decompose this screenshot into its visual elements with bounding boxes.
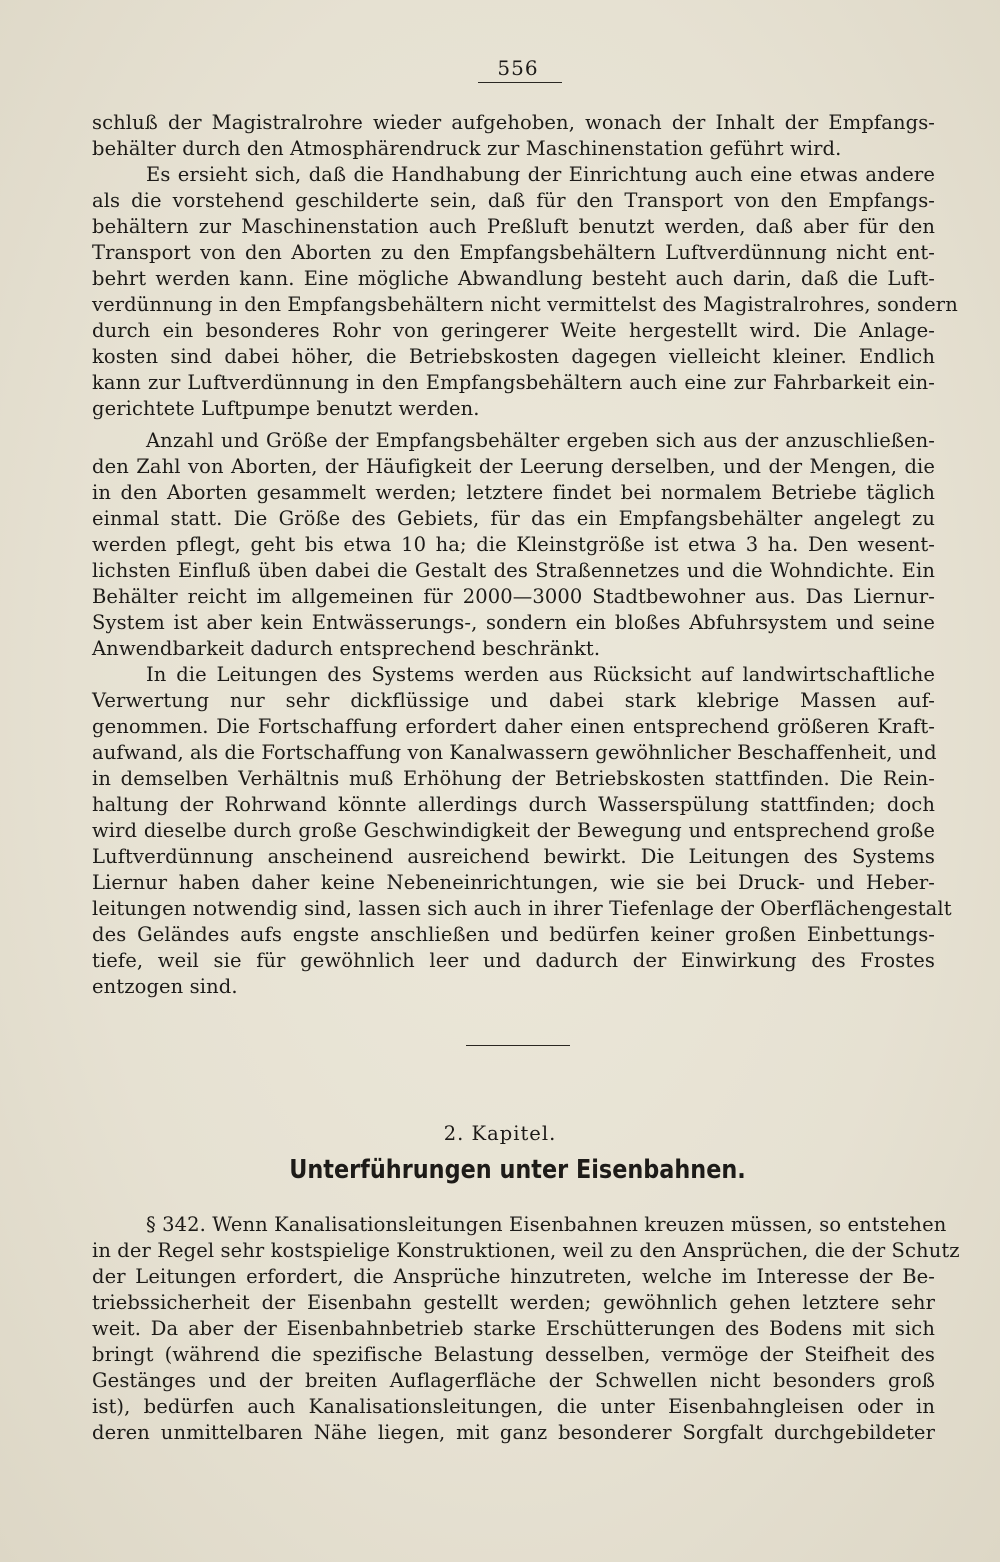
chapter-title: Unterführungen unter Eisenbahnen. (289, 1155, 746, 1185)
text-line: Behälter reicht im allgemeinen für 2000—3000 Stadtbewohner aus. Das Liernur- (92, 585, 935, 608)
text-line: In die Leitungen des Systems werden aus Rücksicht auf landwirtschaftliche (146, 663, 935, 686)
text-line: genommen. Die Fortschaffung erfordert daher einen entsprechend größeren Kraft- (92, 715, 935, 738)
text-line: weit. Da aber der Eisenbahnbetrieb starke Erschütterungen des Bodens mit sich (92, 1317, 935, 1340)
text-line: leitungen notwendig sind, lassen sich auch in ihrer Tiefenlage der Oberflächengestalt (92, 897, 952, 920)
text-line: des Geländes aufs engste anschließen und bedürfen keiner großen Einbettungs- (92, 923, 935, 946)
text-line: ist), bedürfen auch Kanalisationsleitungen, die unter Eisenbahngleisen oder in (92, 1395, 935, 1418)
text-line: als die vorstehend geschilderte sein, daß für den Transport von den Empfangs- (92, 189, 935, 212)
text-line: der Leitungen erfordert, die Ansprüche hinzutreten, welche im Interesse der Be- (92, 1265, 935, 1288)
text-line: bringt (während die spezifische Belastung desselben, vermöge der Steifheit des (92, 1343, 935, 1366)
text-line: entzogen sind. (92, 975, 238, 998)
text-line: behältern zur Maschinenstation auch Preßluft benutzt werden, daß aber für den (92, 215, 935, 238)
text-line: wird dieselbe durch große Geschwindigkeit der Bewegung und entsprechend große (92, 819, 935, 842)
text-line: tiefe, weil sie für gewöhnlich leer und dadurch der Einwirkung des Frostes (92, 949, 935, 972)
text-line: behrt werden kann. Eine mögliche Abwandlung besteht auch darin, daß die Luft- (92, 267, 935, 290)
text-line: Luftverdünnung anscheinend ausreichend bewirkt. Die Leitungen des Systems (92, 845, 935, 868)
text-line: deren unmittelbaren Nähe liegen, mit ganz besonderer Sorgfalt durchgebildeter (92, 1421, 935, 1444)
text-line: Liernur haben daher keine Nebeneinrichtungen, wie sie bei Druck- und Heber- (92, 871, 935, 894)
text-line: schluß der Magistralrohre wieder aufgehoben, wonach der Inhalt der Empfangs- (92, 111, 935, 134)
text-line: einmal statt. Die Größe des Gebiets, für das ein Empfangsbehälter angelegt zu (92, 507, 935, 530)
text-line: Anzahl und Größe der Empfangsbehälter ergeben sich aus der anzuschließen- (146, 429, 935, 452)
page-number: 556 (497, 56, 539, 80)
text-line: verdünnung in den Empfangsbehältern nicht vermittelst des Magistralrohres, sondern (92, 293, 958, 316)
section-divider (466, 1045, 570, 1046)
text-line: den Zahl von Aborten, der Häufigkeit der Leerung derselben, und der Mengen, die (92, 455, 935, 478)
text-line: Verwertung nur sehr dickflüssige und dabei stark klebrige Massen auf- (92, 689, 935, 712)
text-line: Anwendbarkeit dadurch entsprechend beschränkt. (92, 637, 601, 660)
text-line: in demselben Verhältnis muß Erhöhung der Betriebskosten stattfinden. Die Rein- (92, 767, 935, 790)
text-line: Es ersieht sich, daß die Handhabung der Einrichtung auch eine etwas andere (146, 163, 935, 186)
page-number-rule (478, 82, 562, 83)
text-line: durch ein besonderes Rohr von geringerer Weite hergestellt wird. Die Anlage- (92, 319, 935, 342)
chapter-label: 2. Kapitel. (443, 1122, 557, 1145)
text-line: haltung der Rohrwand könnte allerdings durch Wasserspülung stattfinden; doch (92, 793, 935, 816)
text-line: in den Aborten gesammelt werden; letztere findet bei normalem Betriebe täglich (92, 481, 935, 504)
text-line: werden pflegt, geht bis etwa 10 ha; die Kleinstgröße ist etwa 3 ha. Den wesent- (92, 533, 935, 556)
text-line: System ist aber kein Entwässerungs-, sondern ein bloßes Abfuhrsystem und seine (92, 611, 935, 634)
text-line: Gestänges und der breiten Auflagerfläche der Schwellen nicht besonders groß (92, 1369, 935, 1392)
text-line: kann zur Luftverdünnung in den Empfangsbehältern auch eine zur Fahrbarkeit ein- (92, 371, 935, 394)
text-line: triebssicherheit der Eisenbahn gestellt werden; gewöhnlich gehen letztere sehr (92, 1291, 935, 1314)
text-line: Transport von den Aborten zu den Empfangsbehältern Luftverdünnung nicht ent- (92, 241, 935, 264)
text-line: behälter durch den Atmosphärendruck zur Maschinenstation geführt wird. (92, 137, 842, 160)
text-line: in der Regel sehr kostspielige Konstruktionen, weil zu den Ansprüchen, die der Schutz (92, 1239, 960, 1262)
text-line: gerichtete Luftpumpe benutzt werden. (92, 397, 480, 420)
text-line: aufwand, als die Fortschaffung von Kanalwassern gewöhnlicher Beschaffenheit, und (92, 741, 937, 764)
text-line: lichsten Einfluß üben dabei die Gestalt des Straßennetzes und die Wohndichte. Ein (92, 559, 935, 582)
text-line: § 342. Wenn Kanalisationsleitungen Eisenbahnen kreuzen müssen, so entstehen (146, 1213, 947, 1236)
text-line: kosten sind dabei höher, die Betriebskosten dagegen vielleicht kleiner. Endlich (92, 345, 935, 368)
